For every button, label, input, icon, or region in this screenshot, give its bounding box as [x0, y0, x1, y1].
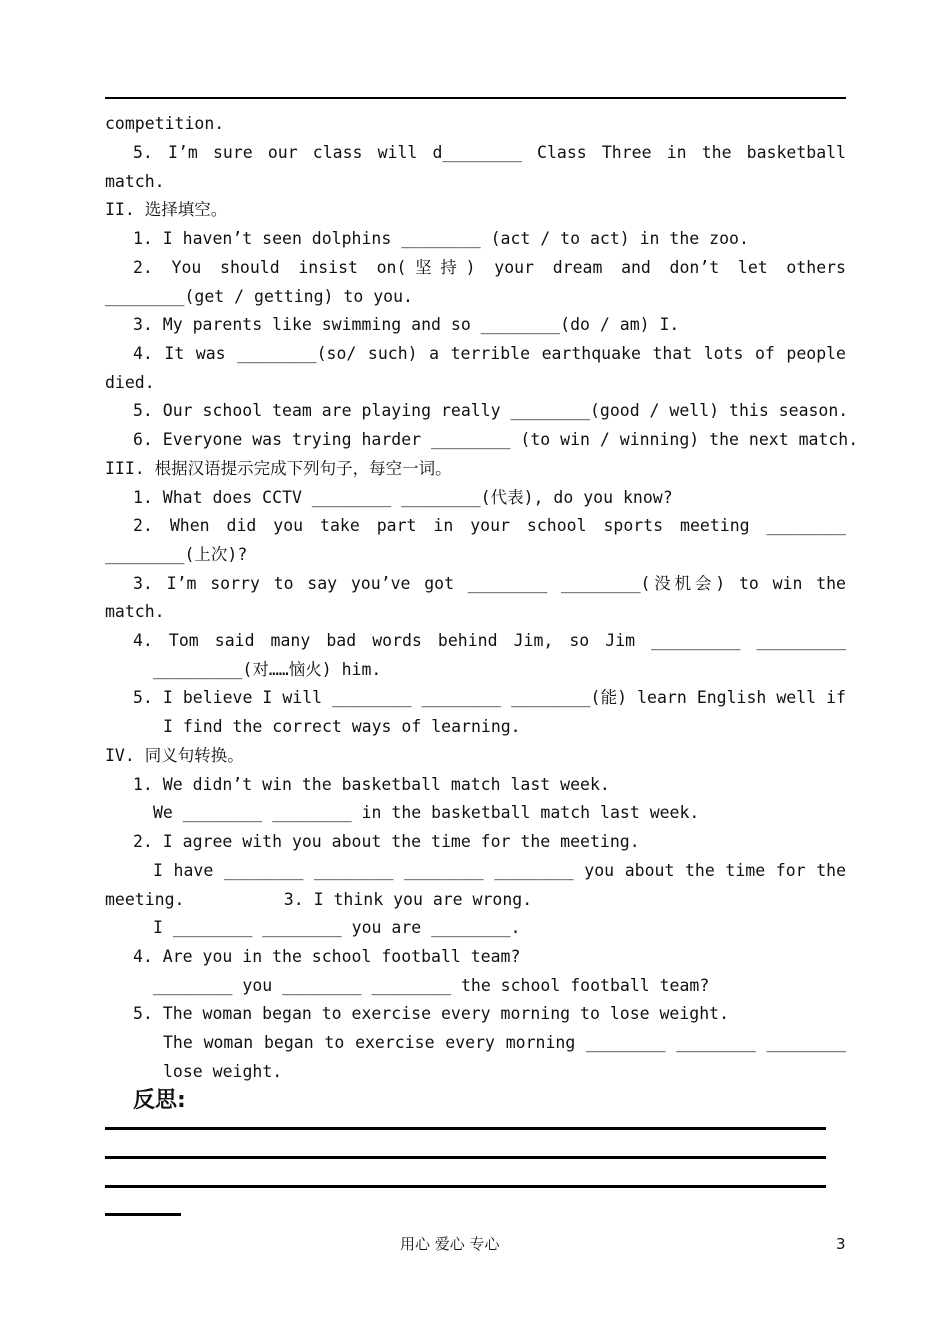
reflection-heading: 反思: — [133, 1088, 186, 1113]
text-line: 1. What does CCTV ________ ________(代表), do you know? — [133, 488, 673, 507]
text-line: I ________ ________ you are ________. — [153, 918, 521, 937]
text-line: ________ you ________ ________ the school football team? — [153, 976, 710, 995]
text-line: ________(get / getting) to you. — [105, 287, 413, 306]
text-line: 2. When did you take part in your school sports meeting ________ — [133, 516, 846, 535]
text-line: 2. I agree with you about the time for the meeting. — [133, 832, 640, 851]
text-line: 6. Everyone was trying harder ________ (to win / winning) the next match. — [133, 430, 859, 449]
header-rule — [105, 97, 846, 99]
text-line: meeting. 3. I think you are wrong. — [105, 890, 533, 909]
text-line: 5. I’m sure our class will d________ Class Three in the basketball — [133, 143, 846, 162]
text-line: match. — [105, 602, 165, 621]
text-line: competition. — [105, 114, 225, 133]
text-line: The woman began to exercise every morning ________ ________ ________ — [163, 1033, 846, 1052]
text-line: 5. Our school team are playing really ________(good / well) this season. — [133, 401, 849, 420]
section-heading: II. 选择填空。 — [105, 200, 228, 219]
text-line: I find the correct ways of learning. — [163, 717, 521, 736]
text-line: lose weight. — [163, 1062, 283, 1081]
text-line: 5. The woman began to exercise every morning to lose weight. — [133, 1004, 730, 1023]
reflection-line — [105, 1127, 826, 1130]
section-heading: IV. 同义句转换。 — [105, 746, 244, 765]
text-line: We ________ ________ in the basketball match last week. — [153, 803, 700, 822]
text-line: 4. It was ________(so/ such) a terrible earthquake that lots of people — [133, 344, 846, 363]
text-line: 1. We didn’t win the basketball match last week. — [133, 775, 610, 794]
text-line: _________(对……恼火) him. — [153, 660, 382, 679]
text-line: 3. I’m sorry to say you’ve got ________ ________(没机会) to win the — [133, 574, 846, 593]
text-line: I have ________ ________ ________ ________ you about the time for the — [153, 861, 846, 880]
text-line: 4. Are you in the school football team? — [133, 947, 521, 966]
text-line: 1. I haven’t seen dolphins ________ (act / to act) in the zoo. — [133, 229, 749, 248]
text-line: died. — [105, 373, 155, 392]
reflection-line — [105, 1213, 181, 1216]
text-line: ________(上次)? — [105, 545, 248, 564]
page-number: 3 — [836, 1235, 846, 1253]
text-line: 4. Tom said many bad words behind Jim, so Jim _________ _________ — [133, 631, 846, 650]
text-line: 2. You should insist on(坚持) your dream and don’t let others — [133, 258, 846, 277]
text-line: match. — [105, 172, 165, 191]
reflection-line — [105, 1156, 826, 1159]
text-line: 3. My parents like swimming and so ________(do / am) I. — [133, 315, 680, 334]
footer-motto: 用心 爱心 专心 — [400, 1235, 500, 1253]
reflection-line — [105, 1185, 826, 1188]
text-line: 5. I believe I will ________ ________ ________(能) learn English well if — [133, 688, 846, 707]
section-heading: III. 根据汉语提示完成下列句子，每空一词。 — [105, 459, 452, 478]
